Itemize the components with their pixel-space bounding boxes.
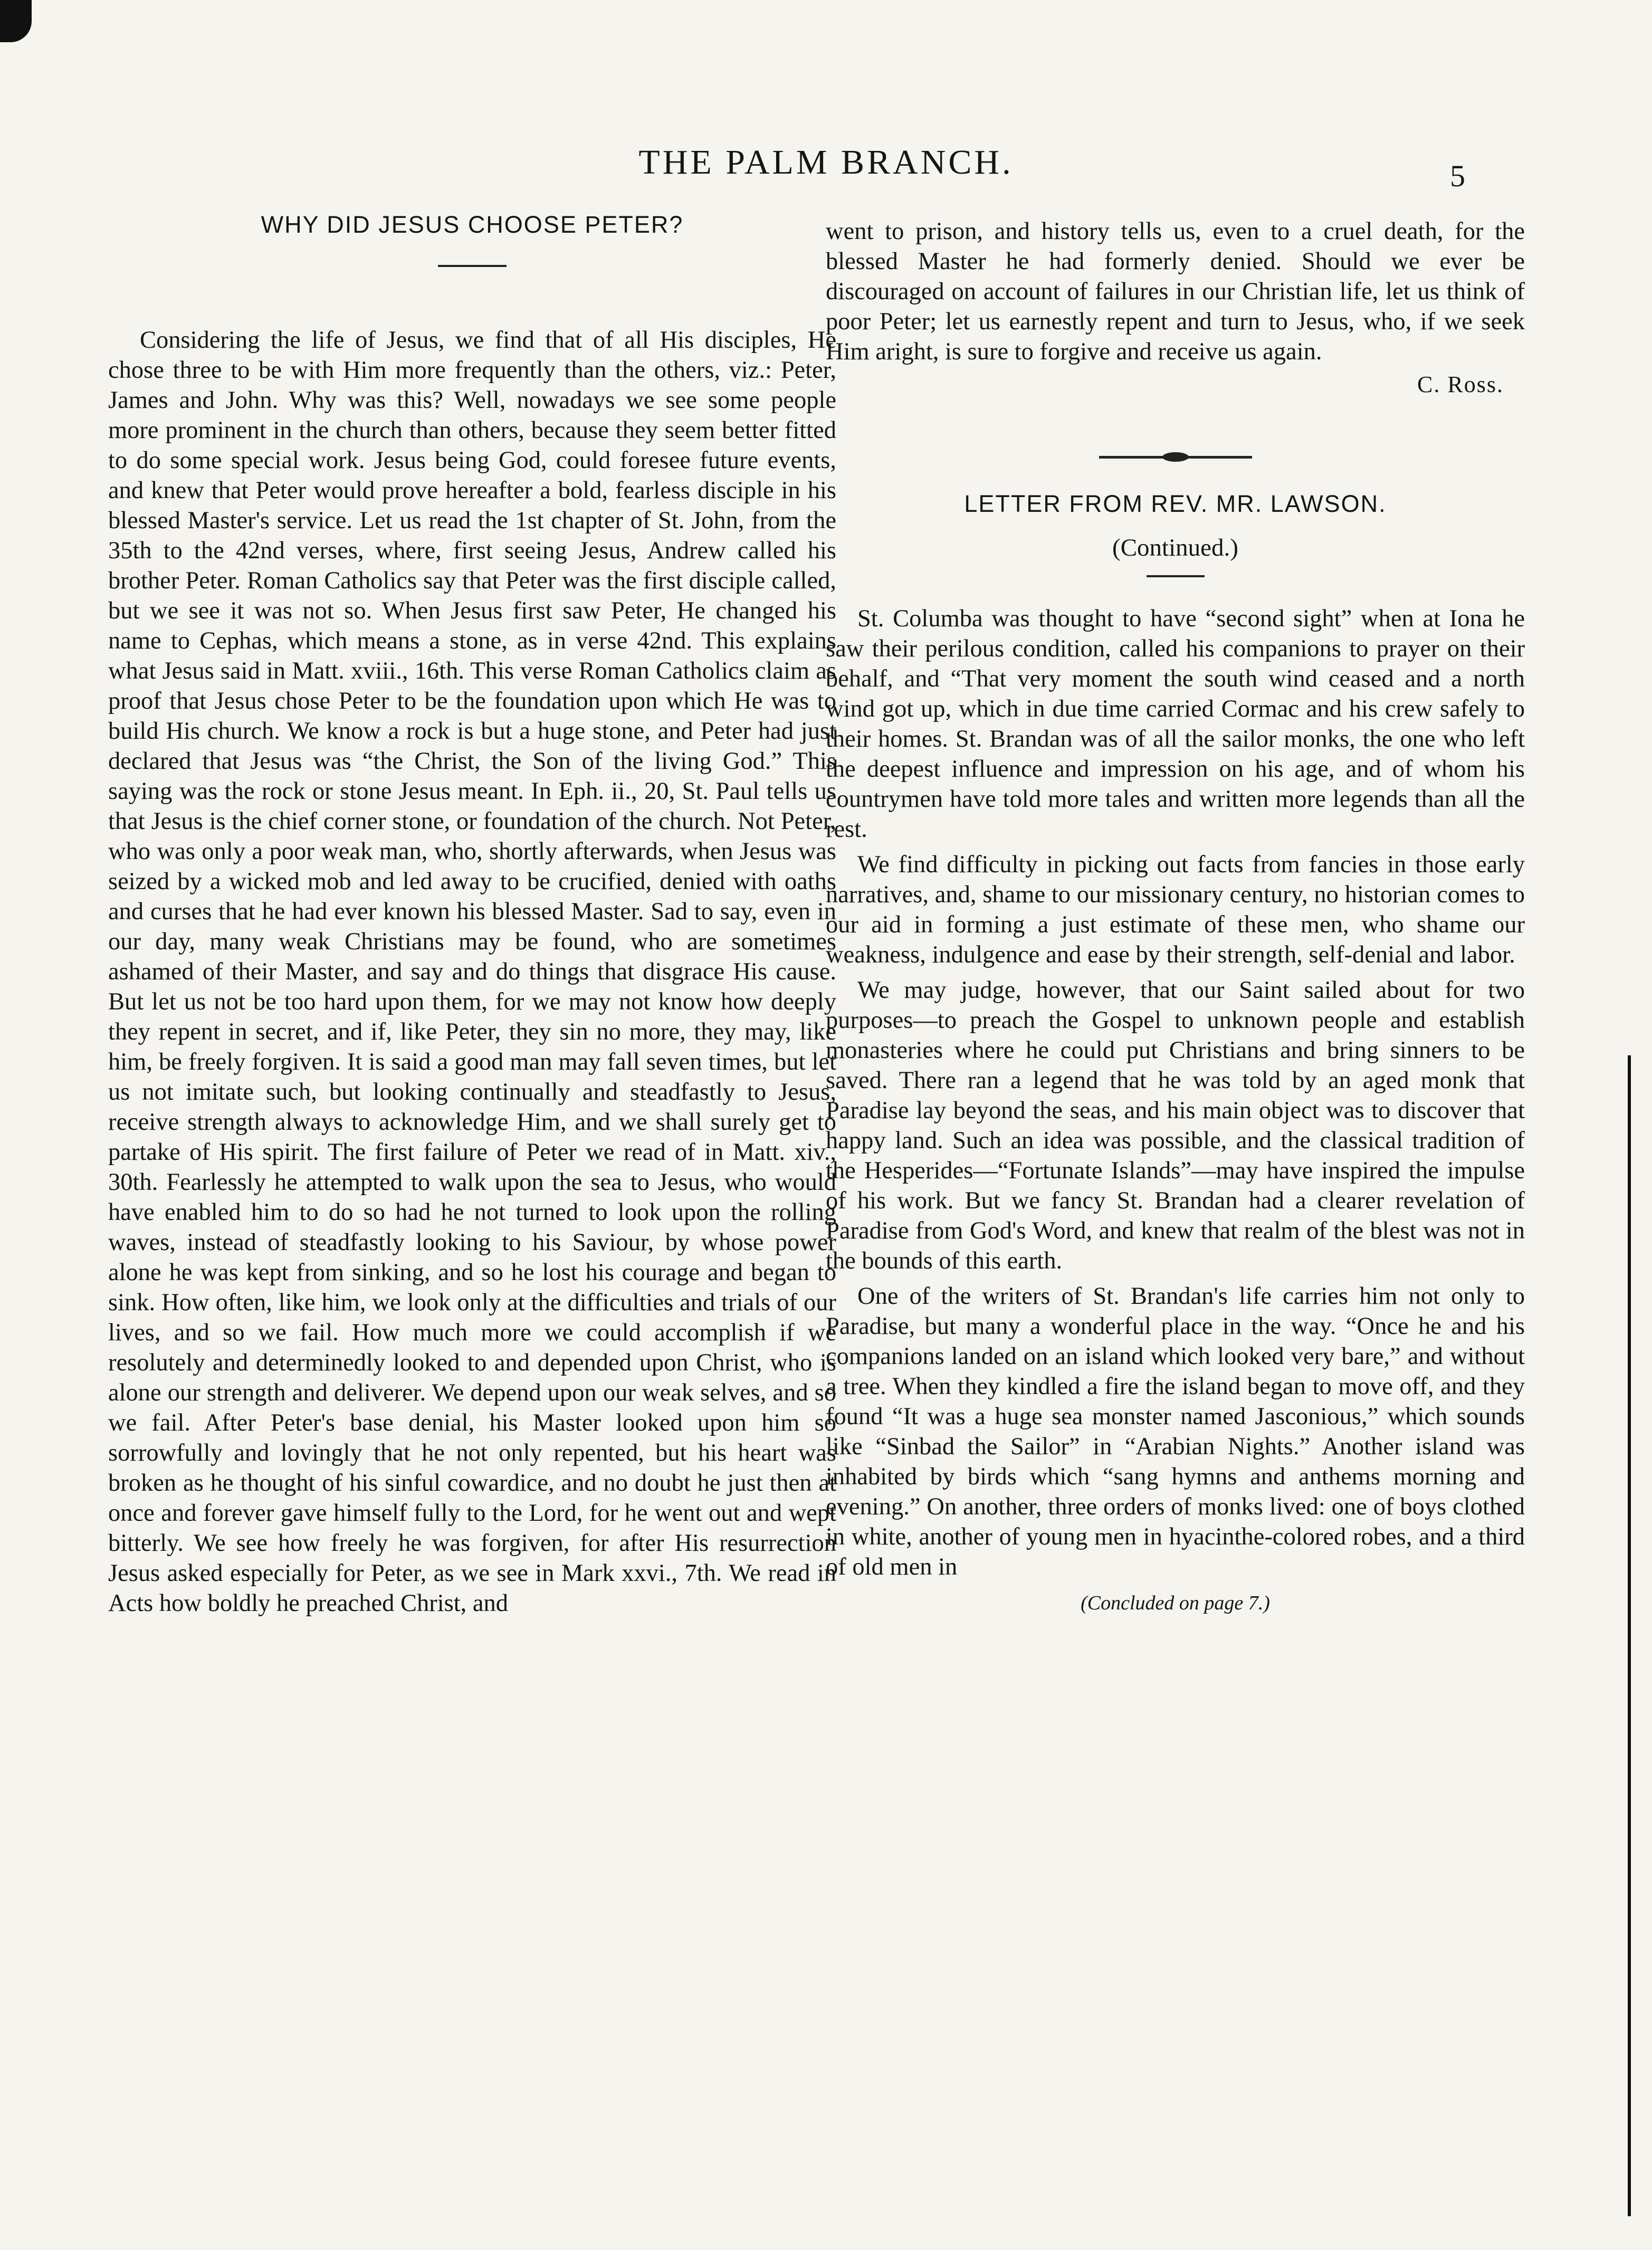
headline-rule [438, 265, 507, 267]
right-edge-mark [1628, 1055, 1631, 2216]
lawson-paragraph: We may judge, however, that our Saint sailed about for two purposes—to preach the Gospel to unknown people and establish monasteries where he could put Christians and bring sinners to be saved. There ran a legend that he was told by an aged monk that Paradise lay beyond the seas, and his main object was to discover that happy land. Such an idea was possible, and the classical tradition of the Hesperides—“Fortunate Islands”—may have inspired the impulse of his work. But we fancy St. Brandan had a clearer revelation of Paradise from God's Word, and knew that realm of the blest was not in the bounds of this earth. [826, 977, 1525, 1274]
article-headline-peter: WHY DID JESUS CHOOSE PETER? [261, 211, 684, 238]
running-head: THE PALM BRANCH. [638, 143, 1014, 182]
continued-label: (Continued.) [1112, 534, 1238, 561]
lawson-paragraph: St. Columba was thought to have “second sight” when at Iona he saw their perilous condition, called his companions to prayer on their behalf, and “That very moment the south wind ceased and a north wind got up, which in due time carried Cormac and his crew safely to their homes. St. Brandan was of all the sailor monks, the one who left the deepest influence and impression on his age, and of whom his countrymen have told more tales and written more legends than all the rest. [826, 605, 1525, 843]
page-corner-blot [0, 0, 32, 42]
ornamental-divider [1099, 456, 1252, 459]
page-number: 5 [1450, 159, 1465, 193]
lawson-paragraph: One of the writers of St. Brandan's life carries him not only to Paradise, but many a wonderful place in the way. “Once he and his companions landed on an island which looked very bare,” and without a tree. When they kindled a fire the island began to move off, and they found “It was a huge sea monster named Jasconious,” which sounds like “Sinbad the Sailor” in “Arabian Nights.” Another island was inhabited by birds which “sang hymns and anthems morning and evening.” On another, three orders of monks lived: one of boys clothed in white, another of young men in hyacinthe-colored robes, and a third of old men in [826, 1283, 1525, 1580]
article-continuation: went to prison, and history tells us, even to a cruel death, for the blessed Master he had formerly denied. Should we ever be discouraged on account of failures in our Christian life, let us think of poor Peter; let us earnestly repent and turn to Jesus, who, if we seek Him aright, is sure to forgive and receive us again. [826, 218, 1525, 365]
article-headline-lawson: LETTER FROM REV. MR. LAWSON. [964, 490, 1387, 517]
lawson-paragraph: We find difficulty in picking out facts from fancies in those early narratives, and, shame to our missionary century, no historian comes to our aid in forming a just estimate of these men, who shame our weakness, indulgence and ease by their strength, self-denial and labor. [826, 851, 1525, 968]
article-body-peter: Considering the life of Jesus, we find that of all His disciples, He chose three to be with Him more frequently than the others, viz.: Peter, James and John. Why was this? Well, nowadays we see some people more prominent in the church than others, because they seem better fitted to do some special work. Jesus being God, could foresee future events, and knew that Peter would prove hereafter a bold, fearless disciple in his blessed Master's service. Let us read the 1st chapter of St. John, from the 35th to the 42nd verses, where, first seeing Jesus, Andrew called his brother Peter. Roman Catholics say that Peter was the first disciple called, but we see it was not so. When Jesus first saw Peter, He changed his name to Cephas, which means a stone, as in verse 42nd. This explains what Jesus said in Matt. xviii., 16th. This verse Roman Catholics claim as proof that Jesus chose Peter to be the foundation upon which He was to build His church. We know a rock is but a huge stone, and Peter had just declared that Jesus was “the Christ, the Son of the living God.” This saying was the rock or stone Jesus meant. In Eph. ii., 20, St. Paul tells us that Jesus is the chief corner stone, or foundation of the church. Not Peter, who was only a poor weak man, who, shortly afterwards, when Jesus was seized by a wicked mob and led away to be crucified, denied with oaths and curses that he had ever known his blessed Master. Sad to say, even in our day, many weak Christians may be found, who are sometimes ashamed of their Master, and say and do things that disgrace His cause. But let us not be too hard upon them, for we may not know how deeply they repent in secret, and if, like Peter, they sin no more, they may, like him, be freely forgiven. It is said a good man may fall seven times, but let us not imitate such, but looking continually and steadfastly to Jesus, receive strength always to acknowledge Him, and we shall surely get to partake of His spirit. The first failure of Peter we read of in Matt. xiv., 30th. Fearlessly he attempted to walk upon the sea to Jesus, who would have enabled him to do so had he not turned to look upon the rolling waves, instead of steadfastly looking to his Saviour, by whose power alone he was kept from sinking, and so he lost his courage and began to sink. How often, like him, we look only at the difficulties and trials of our lives, and so we fail. How much more we could accomplish if we resolutely and determinedly looked to and depended upon Christ, who is alone our strength and deliverer. We depend upon our weak selves, and so we fail. After Peter's base denial, his Master looked upon him so sorrowfully and lovingly that he not only repented, but his heart was broken as he thought of his sinful cowardice, and no doubt he just then at once and forever gave himself fully to the Lord, for he went out and wept bitterly. We see how freely he was forgiven, for after His resurrection Jesus asked especially for Peter, as we see in Mark xxvi., 7th. We read in Acts how boldly he preached Christ, and [108, 327, 836, 1617]
divider-ornament-icon [1162, 452, 1189, 462]
author-signature: C. Ross. [1417, 371, 1504, 397]
subhead-rule [1147, 575, 1205, 577]
left-column [108, 211, 836, 1618]
continuation-note: (Concluded on page 7.) [1081, 1592, 1270, 1614]
right-column [826, 216, 1525, 1615]
